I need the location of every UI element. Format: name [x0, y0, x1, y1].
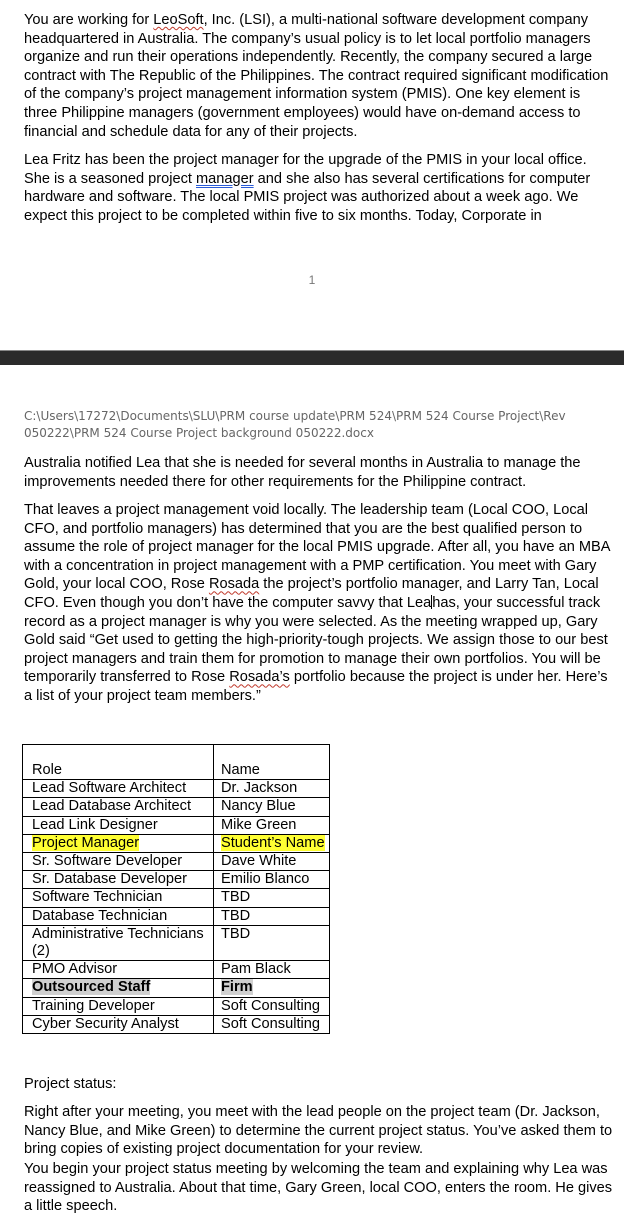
page2-paragraph-1: Australia notified Lea that she is needed for several months in Australia to manage the improvements needed there for other requirements for the Philippine contract. — [24, 455, 581, 490]
table-header-name: Name — [214, 745, 330, 780]
page2-paragraph-4: You begin your project status meeting by welcoming the team and explaining why Lea was reassigned to Australia. About that time, Gary Green, local COO, enters the room. He gives a little speech. — [24, 1161, 613, 1215]
spellcheck-word[interactable]: Rosada — [208, 576, 260, 593]
table-cell-role: Lead Software Architect — [23, 780, 214, 798]
table-cell-name: Emilio Blanco — [214, 871, 330, 889]
page1-paragraph-1: You are working for LeoSoft, Inc. (LSI), a multi-national software development company headquartered in Australia. The company’s usual policy is to let local portfolio managers organize and run their operations independently. Recently, the company secured a large contract with The Republic of the Philippines. The contract required significant modification of the company’s project management information system (PMIS). One key element is three Philippine managers (government employees) would have on-demand access to financial and schedule data for any of their projects. — [24, 12, 609, 140]
table-row — [23, 997, 330, 1015]
team-members-table — [22, 744, 330, 1034]
table-cell-name: TBD — [214, 889, 330, 907]
shaded-text: Outsourced Staff — [32, 979, 151, 996]
table-row — [23, 889, 330, 907]
table-cell-role: Training Developer — [23, 997, 214, 1015]
spellcheck-word[interactable]: LeoSoft — [153, 12, 204, 28]
table-cell-name: Nancy Blue — [214, 798, 330, 816]
table-row — [23, 853, 330, 871]
table-cell-role: Lead Link Designer — [23, 816, 214, 834]
highlighted-text: Student’s Name — [221, 834, 325, 851]
table-cell-name: Dave White — [214, 853, 330, 871]
table-row — [23, 925, 330, 960]
page2-paragraph-2: That leaves a project management void locally. The leadership team (Local COO, Local CFO, and portfolio managers) has determined that you are the best qualified person to assume the role of project manager for the local PMIS upgrade. After all, you have an MBA with a concentration in project management with a PMP certification. You meet with Gary Gold, your local COO, Rose Rosada the project’s portfolio manager, and Larry Tan, Local CFO. Even though you don’t have the computer savvy that Leahas, your successful track record as a project manager is why you were selected. As the meeting wrapped up, Gary Gold said “Get used to getting the high-priority-tough projects. We assign those to our best project managers and train them for promotion to manage their own portfolios. You will be temporarily transferred to Rose Rosada’s portfolio because the project is under her. Here’s a list of your project team members.” — [24, 502, 610, 704]
table-row — [23, 816, 330, 834]
table-cell-role: Sr. Database Developer — [23, 871, 214, 889]
table-cell-role: Lead Database Architect — [23, 798, 214, 816]
page2-paragraph-3: Right after your meeting, you meet with the lead people on the project team (Dr. Jackson, Nancy Blue, and Mike Green) to determine the current project status. You’ve asked them to bring copies of existing project documentation for your review. — [24, 1104, 613, 1158]
table-cell-role: Cyber Security Analyst — [23, 1015, 214, 1033]
shaded-text: Firm — [221, 979, 253, 996]
table-cell-name: Pam Black — [214, 961, 330, 979]
table-cell-role: PMO Advisor — [23, 961, 214, 979]
table-cell-role — [23, 834, 214, 852]
table-cell-role — [23, 979, 214, 997]
table-cell-name — [214, 834, 330, 852]
table-row — [23, 907, 330, 925]
table-cell-role: Database Technician — [23, 907, 214, 925]
table-cell-name: Soft Consulting — [214, 1015, 330, 1033]
table-cell-role: Sr. Software Developer — [23, 853, 214, 871]
table-cell-role: Administrative Technicians (2) — [23, 925, 214, 960]
spellcheck-word[interactable]: Rosada’s — [229, 669, 290, 686]
table-row — [23, 1015, 330, 1033]
table-row — [23, 871, 330, 889]
table-cell-role: Software Technician — [23, 889, 214, 907]
table-header-role: Role — [23, 745, 214, 780]
table-cell-name — [214, 979, 330, 997]
table-row — [23, 961, 330, 979]
page-number: 1 — [308, 273, 316, 287]
page-break — [0, 350, 624, 365]
table-row — [23, 780, 330, 798]
highlighted-text: Project Manager — [32, 834, 140, 851]
page1-paragraph-2: Lea Fritz has been the project manager for the upgrade of the PMIS in your local office. She is a seasoned project manager and she also has several certifications for computer hardware and software. The local PMIS project was authorized about a week ago. We expect this project to be completed within five to six months. Today, Corporate in — [24, 152, 591, 224]
document-header-path: C:\Users\17272\Documents\SLU\PRM course update\PRM 524\PRM 524 Course Project\Rev 050222\PRM 524 Course Project background 050222.docx — [24, 409, 566, 440]
grammar-word[interactable]: manager — [196, 170, 254, 187]
table-row — [23, 834, 330, 852]
table-cell-name: TBD — [214, 925, 330, 960]
table-cell-name: Soft Consulting — [214, 997, 330, 1015]
table-row — [23, 979, 330, 997]
table-cell-name: TBD — [214, 907, 330, 925]
table-cell-name: Dr. Jackson — [214, 780, 330, 798]
table-header-row — [23, 745, 330, 780]
table-cell-name: Mike Green — [214, 816, 330, 834]
project-status-heading: Project status: — [24, 1076, 117, 1092]
table-row — [23, 798, 330, 816]
